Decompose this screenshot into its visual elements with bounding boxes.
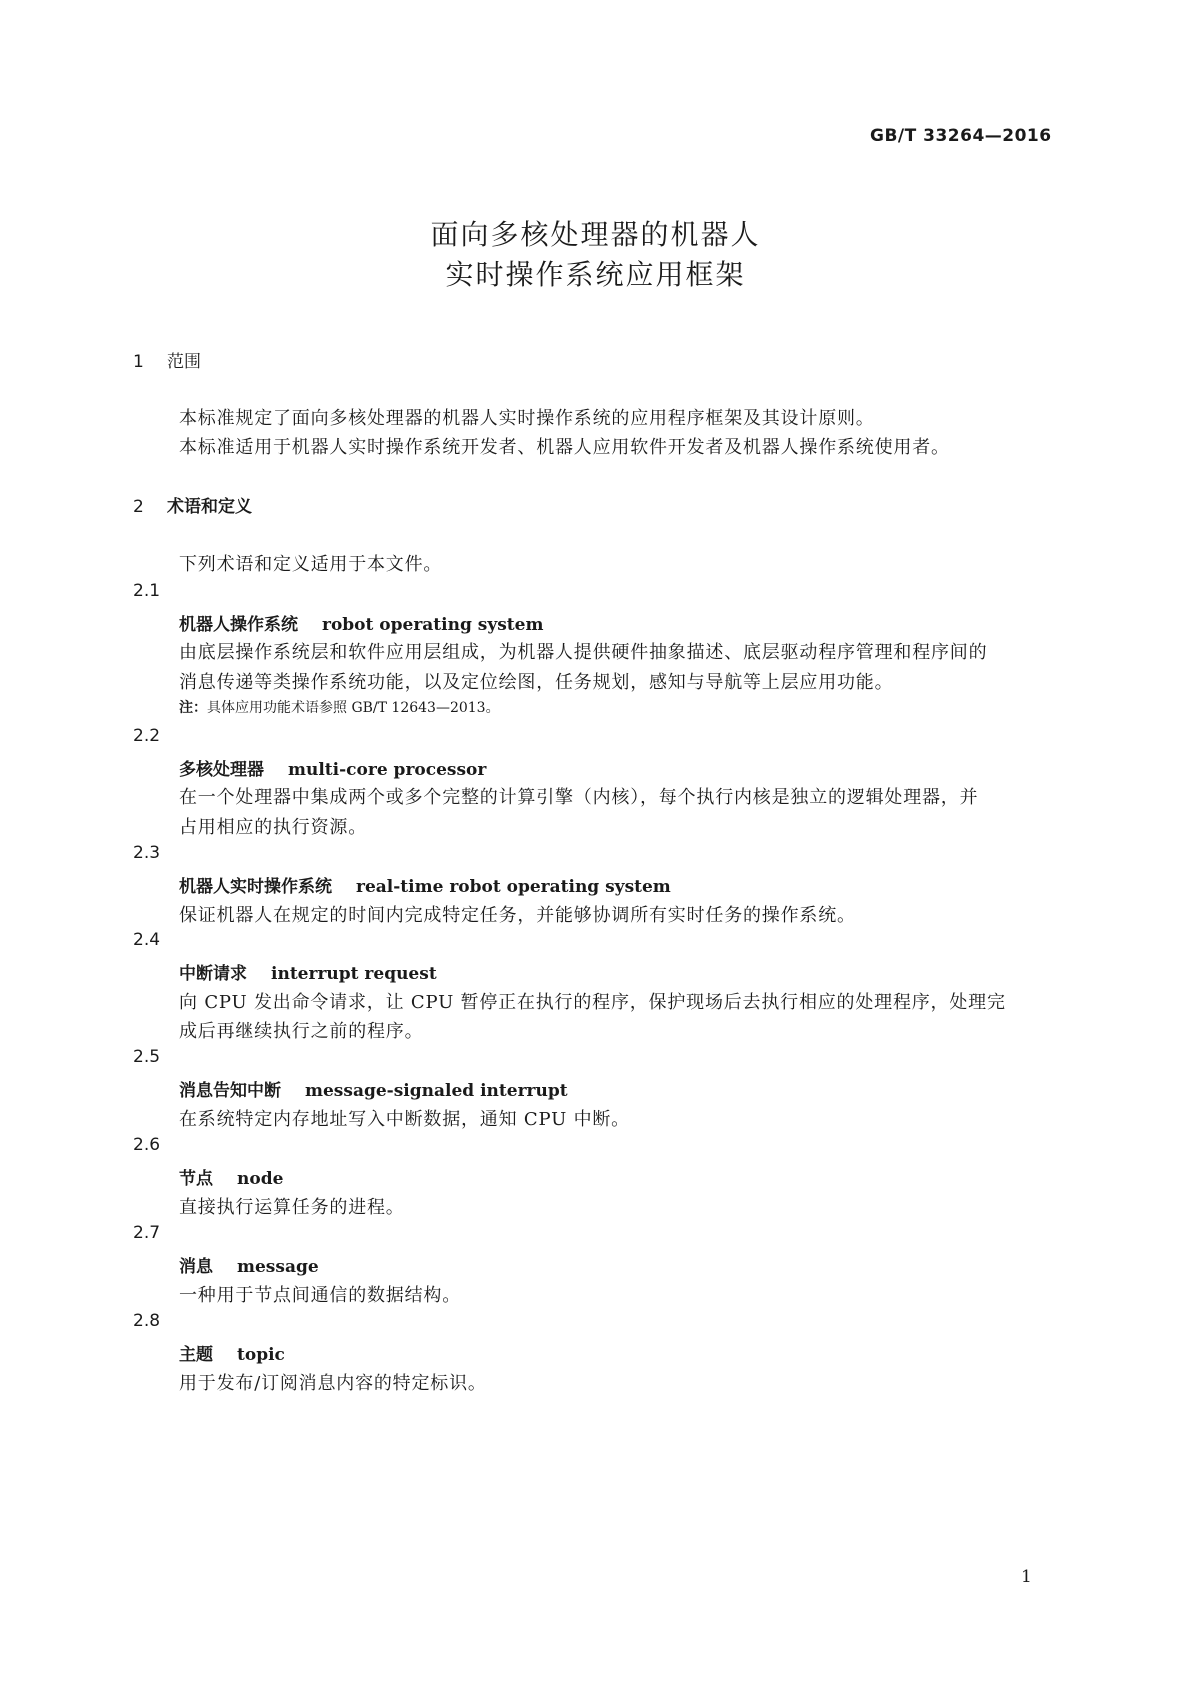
term-number: 2.4 xyxy=(133,930,161,950)
definition-line: 由底层操作系统层和软件应用层组成，为机器人提供硬件抽象描述、底层驱动程序管理和程序间的 xyxy=(179,642,988,663)
term-number: 2.6 xyxy=(133,1135,161,1155)
section-2-heading xyxy=(133,492,252,517)
term-zh: 机器人操作系统 xyxy=(179,615,298,635)
definition-line: 保证机器人在规定的时间内完成特定任务，并能够协调所有实时任务的操作系统。 xyxy=(179,905,856,926)
definition-line: 占用相应的执行资源。 xyxy=(179,817,367,838)
term-zh: 消息 xyxy=(179,1257,213,1277)
term-heading xyxy=(179,1076,568,1101)
term-zh: 主题 xyxy=(179,1345,213,1365)
term-number: 2.3 xyxy=(133,843,161,863)
section-number: 1 xyxy=(133,352,144,372)
definition-line: 成后再继续执行之前的程序。 xyxy=(179,1021,424,1042)
definition-line: 向 CPU 发出命令请求，让 CPU 暂停正在执行的程序，保护现场后去执行相应的处理程序，处理完 xyxy=(179,992,1006,1013)
term-heading xyxy=(179,959,437,984)
definition-line: 消息传递等类操作系统功能，以及定位绘图，任务规划，感知与导航等上层应用功能。 xyxy=(179,672,894,693)
term-en: real-time robot operating system xyxy=(356,877,671,897)
paragraph: 本标准规定了面向多核处理器的机器人实时操作系统的应用程序框架及其设计原则。 xyxy=(179,408,875,429)
paragraph: 下列术语和定义适用于本文件。 xyxy=(179,554,443,575)
section-title: 术语和定义 xyxy=(167,497,252,517)
term-en: interrupt request xyxy=(271,964,437,984)
term-en: multi-core processor xyxy=(288,760,487,780)
term-en: node xyxy=(237,1169,284,1189)
term-zh: 机器人实时操作系统 xyxy=(179,877,332,897)
term-zh: 消息告知中断 xyxy=(179,1081,281,1101)
term-number: 2.2 xyxy=(133,726,161,746)
document-title-line-1: 面向多核处理器的机器人 xyxy=(430,218,761,251)
section-title: 范围 xyxy=(167,352,201,372)
note-label: 注： xyxy=(179,700,207,716)
term-number: 2.1 xyxy=(133,581,161,601)
note xyxy=(179,697,500,717)
term-heading xyxy=(179,1252,319,1277)
page-number: 1 xyxy=(1021,1567,1032,1587)
definition-line: 用于发布/订阅消息内容的特定标识。 xyxy=(179,1373,487,1394)
definition-line: 在系统特定内存地址写入中断数据，通知 CPU 中断。 xyxy=(179,1109,630,1130)
term-en: message xyxy=(237,1257,319,1277)
term-heading xyxy=(179,1164,283,1189)
term-heading xyxy=(179,755,486,780)
term-en: message-signaled interrupt xyxy=(305,1081,568,1101)
term-number: 2.8 xyxy=(133,1311,161,1331)
term-zh: 多核处理器 xyxy=(179,760,264,780)
document-title-line-2: 实时操作系统应用框架 xyxy=(445,258,746,291)
standard-code: GB/T 33264—2016 xyxy=(870,126,1052,146)
section-number: 2 xyxy=(133,497,144,517)
term-heading xyxy=(179,610,543,635)
term-heading xyxy=(179,1340,285,1365)
term-en: topic xyxy=(237,1345,285,1365)
term-zh: 中断请求 xyxy=(179,964,247,984)
definition-line: 在一个处理器中集成两个或多个完整的计算引擎（内核），每个执行内核是独立的逻辑处理器，并 xyxy=(179,787,979,808)
section-1-heading xyxy=(133,347,201,372)
definition-line: 一种用于节点间通信的数据结构。 xyxy=(179,1285,461,1306)
note-text: 具体应用功能术语参照 GB/T 12643—2013。 xyxy=(207,700,500,716)
term-zh: 节点 xyxy=(179,1169,213,1189)
term-en: robot operating system xyxy=(322,615,544,635)
term-number: 2.7 xyxy=(133,1223,161,1243)
term-heading xyxy=(179,872,671,897)
term-number: 2.5 xyxy=(133,1047,161,1067)
paragraph: 本标准适用于机器人实时操作系统开发者、机器人应用软件开发者及机器人操作系统使用者。 xyxy=(179,437,950,458)
definition-line: 直接执行运算任务的进程。 xyxy=(179,1197,405,1218)
